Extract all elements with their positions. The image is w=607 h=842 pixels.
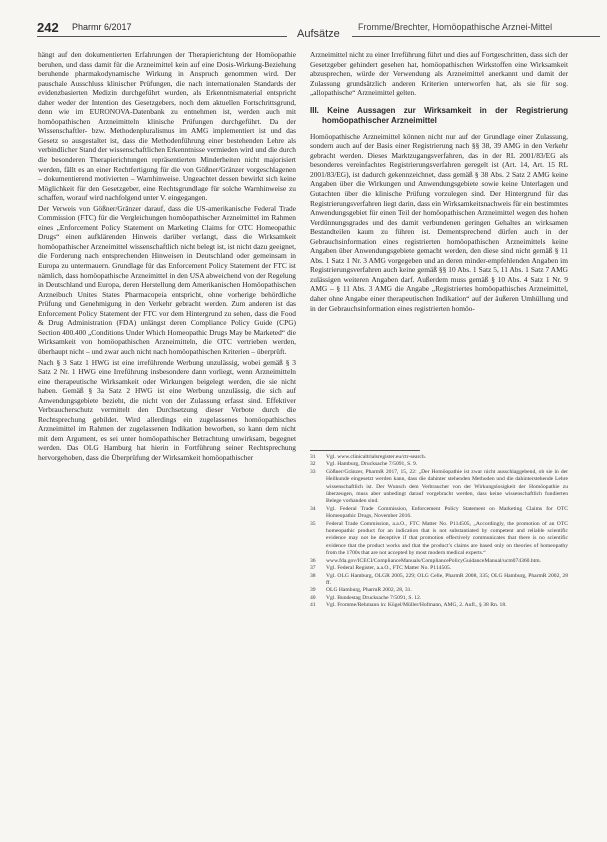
footnote-number: 31 — [310, 454, 316, 460]
footnote — [310, 506, 568, 521]
footnote-number: 39 — [310, 587, 316, 594]
footnote-number: 41 — [310, 602, 316, 609]
footnote — [310, 558, 568, 565]
paragraph: Nach § 3 Satz 1 HWG ist eine irreführende Werbung unzulässig, wobei gemäß § 3 Satz 2 Nr. 1 HWG eine Irreführung insbesondere dann vorliegt, wenn Arzneimitteln eine therapeutische Wirksamkeit oder Wirkungen beigelegt werden, die sie nicht haben. Gemäß § 3a Satz 2 HWG ist eine Werbung unzulässig, die sich auf Anwendungsgebiete bezieht, die nicht von der Zulassung erfasst sind. Effektiver Verbraucherschutz vermittelt den Durchsetzung dieser Verbote durch die Rechtsprechung gebildet. Wird allerdings ein zugelassenes homöopathisches Arzneimittel im Rahmen der zugelassenen Indikation beworben, so kann dem nicht mit dem Argument, es sei unter homöopathischer Betrachtung unwirksam, begegnet werden. Das OLG Hamburg hat hierin in Fortführung seiner Rechtsprechung hervorgehoben, dass die Überprüfung der Wirksamkeit homöopathischer — [38, 357, 296, 462]
footnote — [310, 573, 568, 588]
footnote-number: 36 — [310, 557, 316, 564]
footnote-text: Vgl. Federal Trade Commission, Enforcement Policy Statement on Marketing Claims for OTC Homeopathic Drugs, November 2016. — [326, 505, 568, 520]
footnote-text: Gößner/Gränzer, PharmR 2017, 15, 22: „Der Homöopathie ist zwar nicht ausschlaggebend, ob sie in der Heilkunde eingesetzt werden kann, dass die dahinter stehenden Methoden und die dahinterstehende Lehre wissenschaftlich ist. Der Wunsch dem Verbraucher von der Wirkungslosigkeit der Homöopathie zu überzeugen, muss aber unbedingt darauf vorgebracht werden, dass keine wissenschaftlich fundierten Belege vorhanden sind. — [326, 468, 568, 505]
paragraph: Der Verweis von Gößner/Gränzer darauf, dass die US-amerikanische Federal Trade Commission (FTC) für die Vergleichungen homöopathischer Arzneimittel im Rahmen eines „Enforcement Policy Statement on Marketing Claims for OTC Homeopathic Drugs“ einen aufklärenden Hinweis darüber verlangt, dass die Wirksamkeit homöopathischer Arzneimittel wissenschaftlich nicht belegt ist, ist nicht dazu geeignet, die Forderung nach entsprechenden Hinweisen in Deutschland oder gemeinsam in Europa zu untermauern. Grundlage für das Enforcement Policy Statement der FTC ist nämlich, dass homöopathische Arzneimittel in den USA abweichend von der Regelung in Deutschland und Europa, deren Herstellung dem Amerikanischen Homöopathischen Arzneibuch Unites States Pharmacopeia entspricht, ohne vorherige behördliche Prüfung und Genehmigung in den Verkehr gebracht werden. Zum anderen ist das Enforcement Policy Statement der FTC vor dem Hintergrund zu sehen, dass die Food & Drug Administration (FDA) unlängst deren Compliance Policy Guide (CPG) Section 400.400 „Conditions Under Which Homeopathic Drugs May be Marketed“ die Wirksamkeit von homöopathischen Arzneimitteln, die OTC vertrieben werden, überhaupt nicht – und zwar auch nicht nach homöopathischen Kriterien – überprüft. — [38, 203, 296, 356]
footnote-number: 35 — [310, 520, 316, 527]
footnote-number: 33 — [310, 468, 316, 475]
footnote — [310, 587, 568, 594]
section-heading: III. Keine Aussagen zur Wirksamkeit in der Registrierung homöopathischer Arzneimittel — [310, 105, 568, 125]
journal-name: Pharmr 6/2017 — [72, 22, 132, 32]
footnote-text: Vgl. www.clinicaltrialsregister.eu/ctr-search. — [326, 454, 427, 460]
page-header — [22, 10, 585, 46]
paragraph: Arzneimittel nicht zu einer Irreführung führt und dies auf Fortgeschritten, dass sich der Gesetzgeber gehindert gesehen hat, homöopathischen Wirkstoffen eine Wirksamkeit abzusprechen, würde der Verwendung als Arzneimittel anerkannt und damit der Zulassung grundsätzlich anderen Kriterien unterworfen hat, als sie für sog. „allopathische“ Arzneimittel gelten. — [310, 50, 568, 98]
left-column — [38, 50, 296, 795]
page-number: 242 — [37, 20, 59, 35]
footnote — [310, 521, 568, 558]
paragraph: hängt auf den dokumentierten Erfahrungen der Therapierichtung der Homöopathie beruhen, und dass damit für die Arzneimittel kein auf eine Dosis-Wirkung-Beziehung beruhende pharmakodynamische Wirkung in Anspruch genommen wird. Der pauschale Ausschluss klinischer Prüfungen, die nach internationalen Standards der evidenzbasierten Medizin durchgeführt wurden, als Erkenntnismaterial entspricht daher weder der Intention des Gesetzgebers, noch dem aktuellen Fortschrittsgrund, denn wie im EURONOVA-Datenbank zu entnehmen ist, werden auch mit homöopathischen Arzneimitteln klinische Prüfungen durchgeführt. Da der Wissenschaftler- bzw. Methodenpluralismus im AMG implementiert ist und das Gesetz so ausgestaltet ist, dass die Methodenführung einer bestehenden Lehre als verbindlicher Stand der wissenschaftlichen Erkenntnisse vermieden wird und die durch die besonderen Therapierichtungen repräsentierten Minderheiten nicht majorisiert werden, fällt es an einer Rechtfertigung für die von Gößner/Gränzer vorgeschlagenen – dokumentierend motivierten – Warnhinweise. Ungeachtet dessen bewirkt sich keine Möglichkeit für den Gesetzgeber, eine Rechtsgrundlage für solche Warnhinweise zu schaffen, worauf wird nachfolgend unter V. eingegangen. — [38, 50, 296, 203]
footnote-number: 34 — [310, 505, 316, 512]
footnote-divider — [310, 450, 420, 451]
footnote-text: OLG Hamburg, PharmR 2002, 28, 31. — [326, 587, 412, 594]
right-column — [310, 50, 568, 440]
footnote — [310, 595, 568, 602]
footnote — [310, 602, 568, 609]
footnote — [310, 565, 568, 572]
footnote-text: Vgl. Bundestag Drucksache 7/5091, S. 12. — [326, 594, 422, 601]
footnote-number: 37 — [310, 565, 316, 572]
header-rule — [37, 36, 287, 37]
footnote — [310, 469, 568, 506]
section-label: Aufsätze — [297, 28, 340, 40]
footnote-text: Vgl. Fromme/Rehmann in: Kügel/Müller/Hofmann, AMG, 2. Aufl., § 38 Rn. 18. — [326, 602, 507, 609]
footnote-text: www.fda.gov/ICECI/ComplianceManuals/CompliancePolicyGuidanceManual/ucm074360.htm. — [326, 557, 541, 564]
running-title: Fromme/Brechter, Homöopathische Arznei-Mittel — [358, 22, 553, 32]
paragraph: Homöopathische Arzneimittel können nicht nur auf der Grundlage einer Zulassung, sondern auch auf der Basis einer Registrierung nach §§ 38, 39 AMG in den Verkehr gebracht werden. Dieses Marktzugangsverfahren, das in der RL 2001/83/EG als besonderes vereinfachtes Registrierungsverfahren geregelt ist (Art. 14, Art. 15 RL 2001/83/EG), ist dadurch gekennzeichnet, dass gemäß § 38 Abs. 2 Satz 2 AMG keine Angaben über die Wirkungen und Anwendungsgebiete sowie keine Unterlagen und Gutachten über die klinische Prüfung vorzulegen sind. Der Hintergrund für das Registrierungsverfahren liegt darin, dass ein Wirksamkeitsnachweis für ein bestimmtes Anwendungsgebiet für einen Teil der homöopathischen Arzneimittel wegen des hohen Verdünnungsgrades und des damit verbundenen geringen Gehaltes an wirksamen Bestandteilen kaum zu führen ist. Dementsprechend dürfen auch in der Gebrauchsinformation eines registrierten homöopathischen Arzneimittels keine Angaben über Anwendungsgebiete gemacht werden, den diese sind nicht gemäß § 11 Abs. 1 Satz 1 Nr. 3 AMG vorgegeben und an deren minder-empfehlenden Angaben im Registrierungsverfahren auch keine gemäß §§ 10 Abs. 1 Satz 5, 11 Abs. 1 Satz 7 AMG zulässigen weiteren Angaben darf. Außerdem muss gemäß § 10 Abs. 4 Satz 1 Nr. 9 AMG – § 11 Abs. 3 AMG die Angabe „Registriertes homöopathisches Arzneimittel, daher ohne Angabe einer therapeutischen Indikation“ auf der äußeren Umhüllung und in der Gebrauchsinformation eines registrierten homöo- — [310, 131, 568, 313]
footnote-number: 32 — [310, 461, 316, 468]
footnote-number: 38 — [310, 572, 316, 579]
footnote-text: Vgl. Hamburg, Drucksache 7/5091, S. 9. — [326, 461, 418, 468]
footnote — [310, 454, 568, 461]
footnote-number: 40 — [310, 594, 316, 601]
footnote-text: Federal Trade Commission, a.a.O., FTC Matter No. P114505, „Accordingly, the promotion of an OTC homeopathic product for an indication that is not substantiated by competent and reliable scientific evidence may not be deceptive if that promotion effectively communicates that there is no scientific evidence that the product works and that the product’s claims are based only on theories of homeopathy from the 1700s that are not accepted by most modern medical experts.“ — [326, 520, 568, 557]
footnote — [310, 461, 568, 468]
footnote-text: Vgl. OLG Hamburg, OLGR 2005, 229; OLG Celle, PharmR 2008, 335; OLG Hamburg, PharmR 2002, 28 ff. — [326, 572, 568, 586]
header-rule — [352, 36, 600, 37]
footnotes — [310, 454, 568, 610]
footnote-text: Vgl. Federal Register, a.a.O., FTC Matter No. P114505. — [326, 565, 452, 572]
